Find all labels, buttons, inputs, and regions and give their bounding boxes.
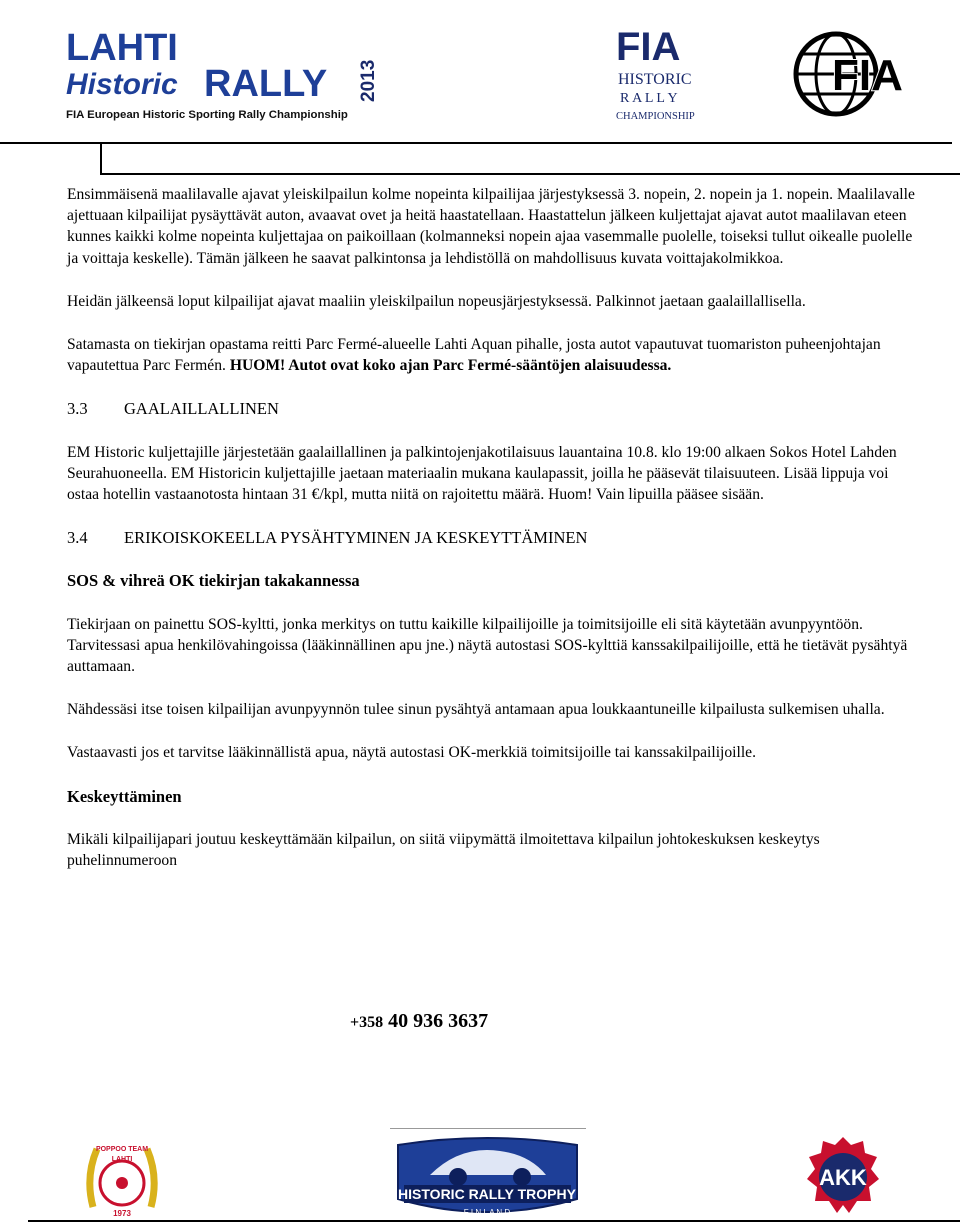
phone-number: 40 936 3637 [388, 1010, 489, 1032]
fia-logo-text: FIA [832, 51, 903, 100]
akk-logo [805, 1135, 881, 1215]
logo-year: 2013 [358, 59, 379, 102]
lahti-historic-rally-logo [62, 24, 382, 124]
paragraph-sos-sign: Tiekirjaan on painettu SOS-kyltti, jonka merkitys on tuttu kaikille kilpailijoille ja toimitsijoille eli sitä käytetään avunpyyntöön. Tarvitessasi apua henkilövahingoissa (lääkinnällinen apu jne.) näytä autostasi SOS-kylttiä kanssakilpailijoille, että he tietävät pysähtyä auttamaan. [67, 615, 908, 676]
section-heading-3-4 [67, 527, 917, 548]
section-title: ERIKOISKOKEELLA PYSÄHTYMINEN JA KESKEYTTÄMINEN [124, 528, 588, 548]
subheading-sos-ok: SOS & vihreä OK tiekirjan takakannessa [67, 571, 360, 591]
paragraph-gala-dinner: EM Historic kuljettajille järjestetään gaalaillallinen ja palkintojenjakotilaisuus lauantaina 10.8. klo 19:00 alkaen Sokos Hotel Lahden Seurahuoneella. EM Historicin kuljettajille jaetaan materiaalin mukana kaulapassit, joilla he pääsevät tilaisuuteen. Lisää lippuja voi ostaa hotellin vastaanotosta hintaan 31 €/kpl, mutta niitä on rajoitettu määrä. Huom! Vain lipuilla pääsee sisään. [67, 443, 897, 504]
logo-lahti-word: LAHTI [66, 27, 178, 69]
section-title: GAALAILLALLINEN [124, 399, 279, 419]
parc-ferme-text: Satamasta on tiekirjan opastama reitti Parc Fermé-alueelle Lahti Aquan pihalle, josta autot vapautuvat tuomariston puheenjohtajan vapautettua Parc Fermén. [67, 336, 881, 375]
akk-text: AKK [819, 1165, 867, 1190]
paragraph-finish-podium: Ensimmäisenä maalilavalle ajavat yleiskilpailun kolme nopeinta kilpailijaa järjestyksessä 3. nopein, 2. nopein ja 1. nopein. Maalilavalle ajettuaan kilpailijat pysäyttävät auton, avaavat ovet ja heitä haastatellaan. Haastattelun jälkeen kuljettajat ajavat autot maalilavan eteen kunnes kaikki kolme nopeinta kuljettajaa on paikoillaan (kolmanneksi nopein ajaa vasemmalle puolelle, toiseksi tullut oikealle puolelle ja voittaja keskelle). Tämän jälkeen he saavat palkintonsa ja lehdistöllä on mahdollisuus kuvata voittajakolmikkoa. [67, 186, 915, 267]
poppoo-year: 1973 [113, 1209, 131, 1218]
fia-historic-rally-logo [612, 20, 716, 126]
logo-historic-word: Historic [66, 68, 178, 101]
emergency-phone-number [350, 1010, 488, 1033]
footer-rule [28, 1220, 960, 1222]
paragraph-remaining-finishers: Heidän jälkeensä loput kilpailijat ajavat maaliin yleiskilpailun nopeusjärjestyksessä. Palkinnot jaetaan gaalaillallisella. [67, 292, 806, 310]
poppoo-line2: LAHTI [111, 1156, 133, 1163]
fia-logo [792, 28, 908, 120]
fia-historic-line3: CHAMPIONSHIP [616, 111, 695, 122]
section-number: 3.4 [67, 528, 88, 548]
poppoo-line1: POPPOO TEAM [95, 1146, 149, 1153]
logo-rally-word: RALLY [204, 63, 328, 105]
trophy-title: HISTORIC RALLY TROPHY [398, 1186, 576, 1202]
fia-historic-line1: HISTORIC [618, 71, 692, 88]
paragraph-ok-sign: Vastaavasti jos et tarvitse lääkinnällistä apua, näytä autostasi OK-merkkiä toimitsijoille tai kanssakilpailijoille. [67, 744, 756, 762]
parc-ferme-notice: HUOM! Autot ovat koko ajan Parc Fermé-sääntöjen alaisuudessa. [229, 357, 672, 375]
subheading-retirement: Keskeyttäminen [67, 786, 182, 806]
paragraph-parc-ferme [67, 334, 917, 376]
header-rule-long [0, 142, 952, 144]
footer-trophy-rule [390, 1128, 586, 1129]
paragraph-retirement: Mikäli kilpailijapari joutuu keskeyttämään kilpailun, on siitä viipymättä ilmoitettava kilpailun johtokeskuksen keskeytys puhelinnumeroon [67, 830, 820, 870]
historic-rally-trophy-logo [390, 1135, 585, 1223]
header-rule-short [100, 173, 960, 175]
poppoo-team-logo [83, 1137, 161, 1219]
fia-historic-fia-mark: FIA [616, 25, 681, 69]
section-heading-3-3 [67, 398, 917, 419]
logo-tagline: FIA European Historic Sporting Rally Championship [66, 109, 348, 121]
header-rule-tick [100, 142, 102, 175]
paragraph-help-duty: Nähdessäsi itse toisen kilpailijan avunpyynnön tulee sinun pysähtyä antamaan apua loukkaantuneille kilpailusta sulkemisen uhalla. [67, 701, 885, 719]
trophy-country: F I N L A N D [463, 1208, 511, 1217]
section-number: 3.3 [67, 399, 88, 419]
page-header [0, 0, 960, 175]
document-body [67, 184, 917, 893]
phone-country-code: +358 [350, 1014, 384, 1031]
fia-historic-line2: R A L L Y [620, 91, 678, 106]
